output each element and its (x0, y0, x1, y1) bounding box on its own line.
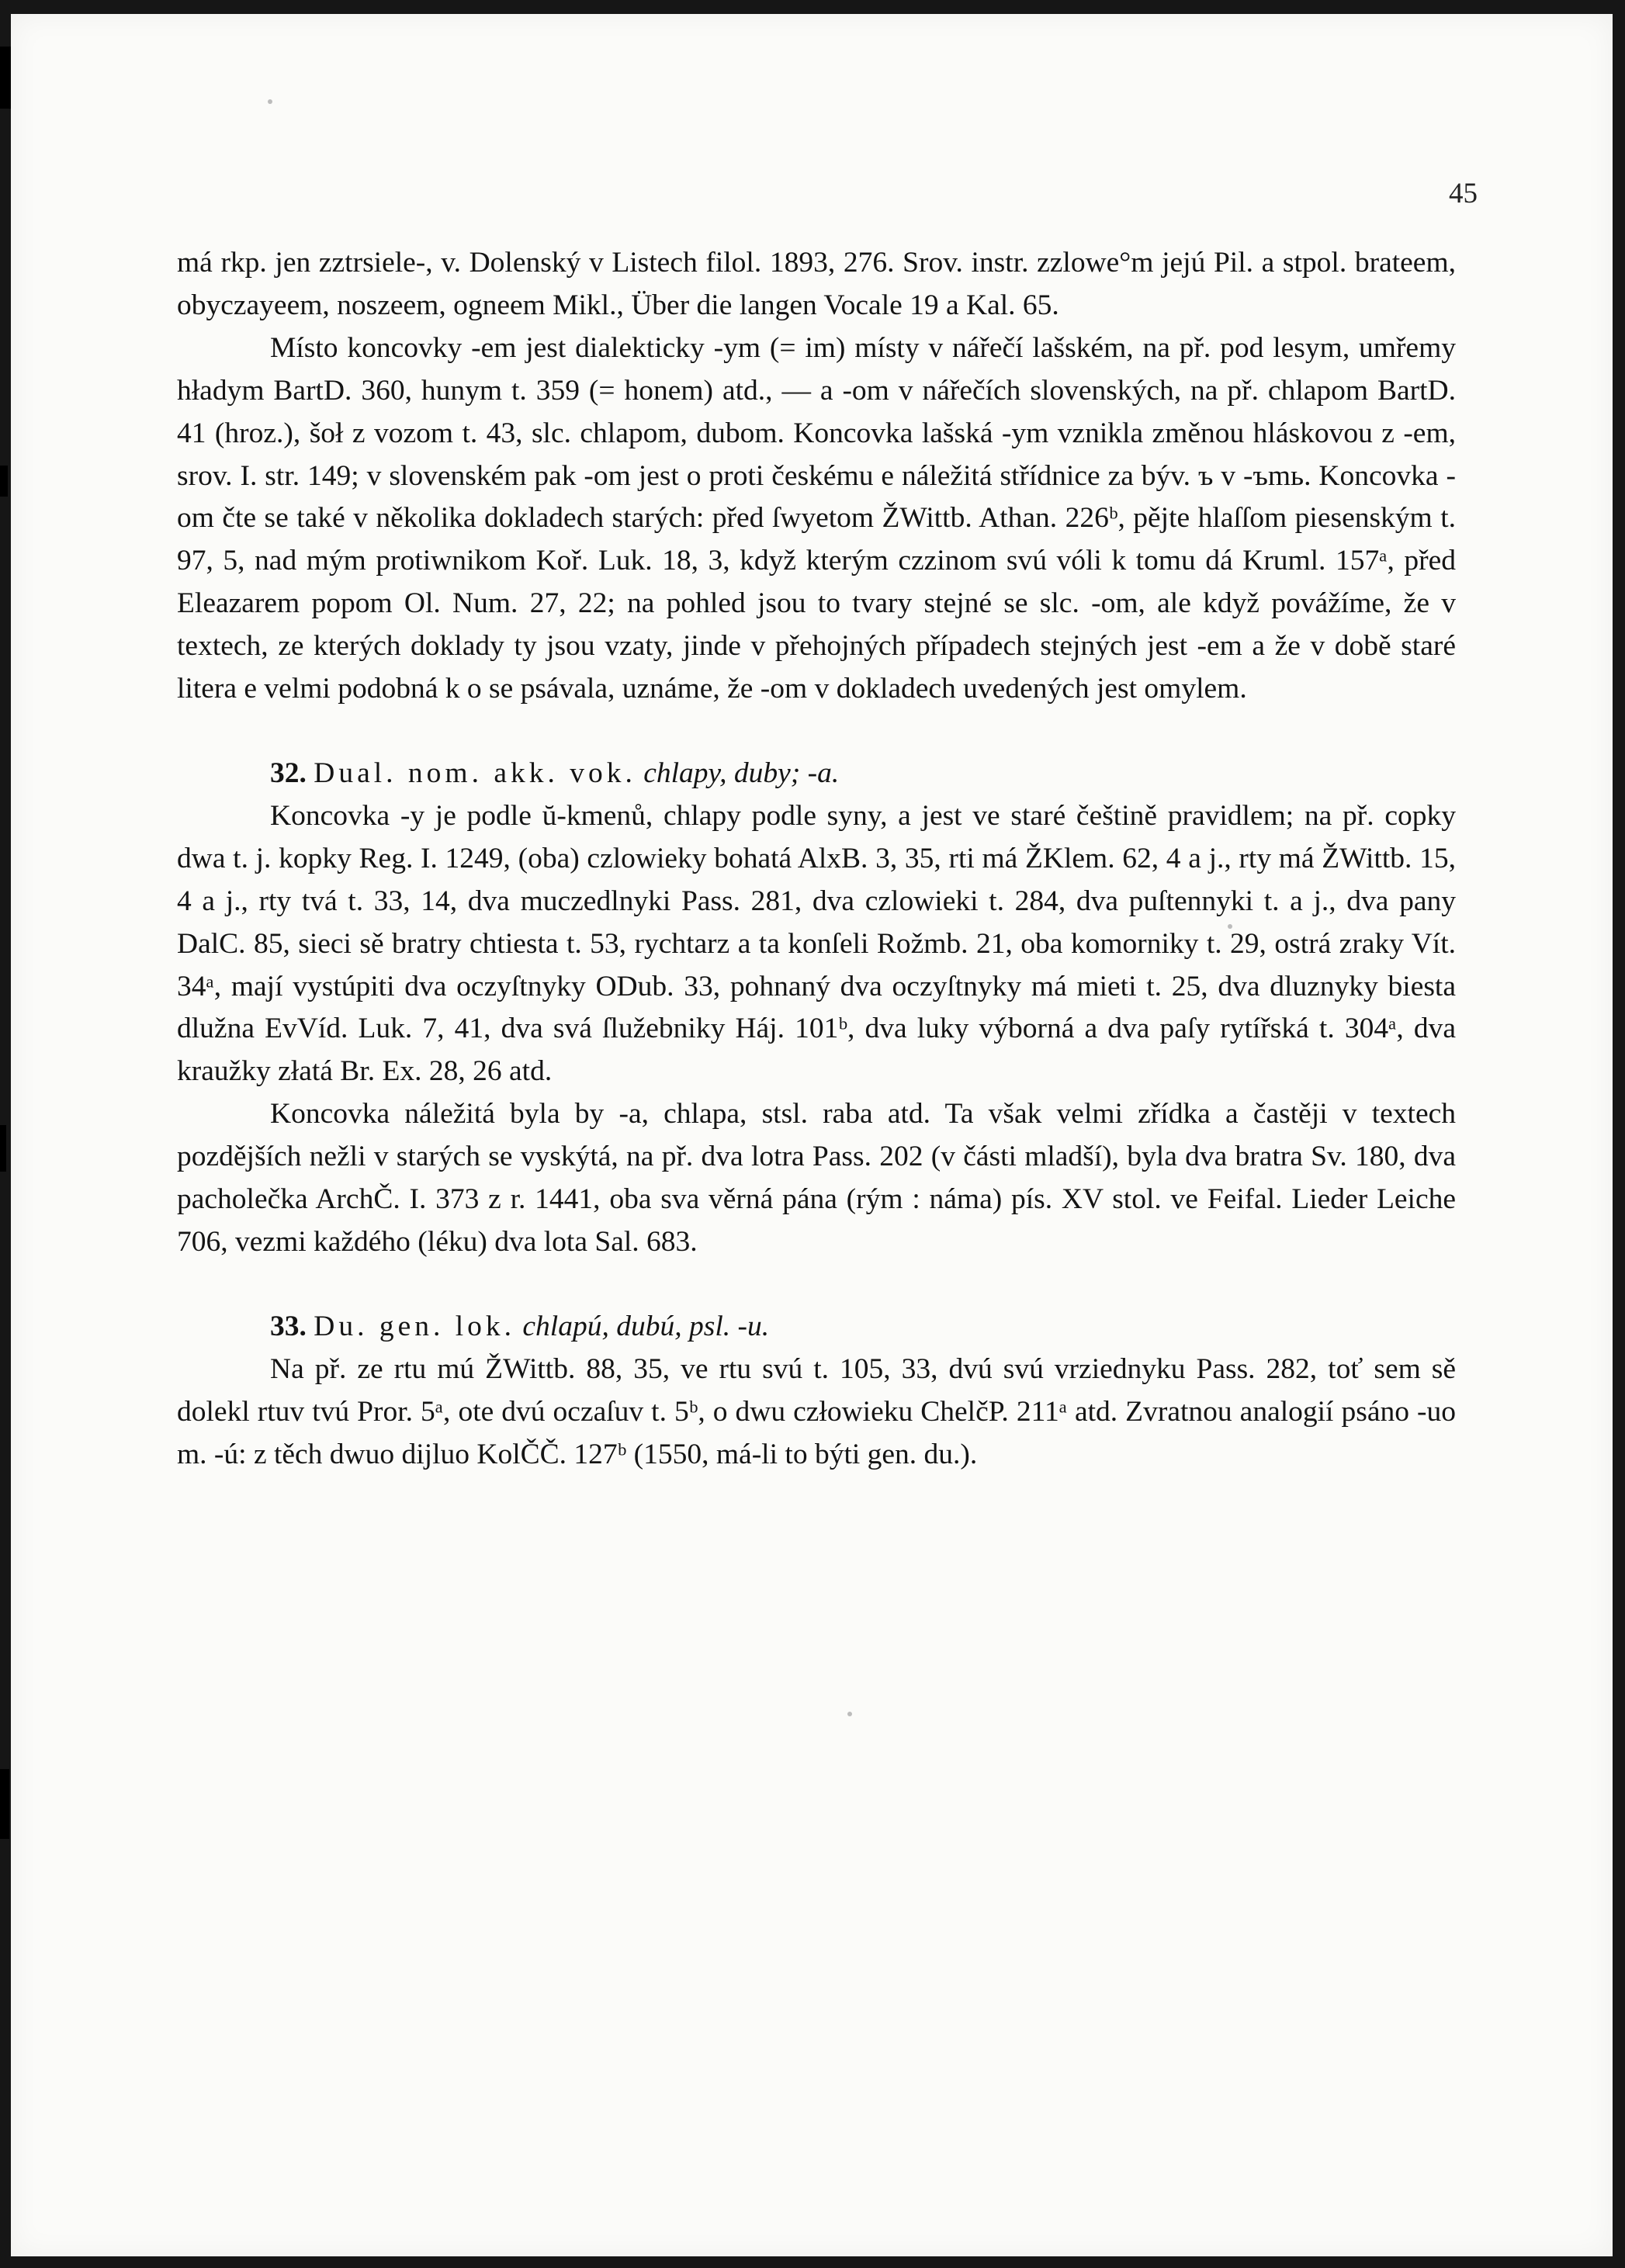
section-forms: chlapú, dubú, psl. -u. (522, 1310, 770, 1342)
binding-edge-mark (0, 1769, 9, 1839)
section-case-label: Dual. nom. akk. vok. (314, 757, 636, 789)
binding-edge-mark (0, 1125, 6, 1172)
section-heading-32 (177, 753, 1456, 795)
section-forms: chlapy, duby; -a. (643, 757, 840, 789)
paragraph-misto-koncovky: Místo koncovky -em jest dialekticky -ym (= im) místy v nářečí lašském, na př. pod lesym, umřemy hładym BartD. 360, hunym t. 359 (= honem) atd., — a -om v nářečích slovenských, na př. chlapom BartD. 41 (hroz.), šoł z vozom t. 43, slc. chlapom, dubom. Koncovka lašská -ym vznikla změnou hláskovou z -em, srov. I. str. 149; v slovenském pak -om jest o proti českému e náležitá střídnice za býv. ъ v -ъmь. Koncovka -om čte se také v několika dokladech starých: před ſwyetom ŽWittb. Athan. 226ᵇ, pějte hlaſſom piesenským t. 97, 5, nad mým protiwnikom Koř. Luk. 18, 3, když kterým czzinom svú vóli k tomu dá Kruml. 157ᵃ, před Eleazarem popom Ol. Num. 27, 22; na pohled jsou to tvary stejné se slc. -om, ale když povážíme, že v textech, ze kterých doklady ty jsou vzaty, jinde v přehojných případech stejných jest -em a že v době staré litera e velmi podobná k o se psávala, uznáme, že -om v dokladech uvedených jest omylem. (177, 331, 1456, 705)
section-number: 33. (270, 1310, 307, 1342)
binding-edge-mark (0, 47, 11, 109)
section-case-label: Du. gen. lok. (314, 1310, 516, 1342)
paper-speck (847, 1712, 852, 1716)
page-number: 45 (1449, 178, 1478, 209)
paper-speck (268, 99, 272, 104)
section-number: 32. (270, 757, 307, 789)
paragraph-koncovka-a: Koncovka náležitá byla by -a, chlapa, stsl. raba atd. Ta však velmi zřídka a častěji v textech pozdějších nežli v starých se vyskýtá, na př. dva lotra Pass. 202 (v části mladší), byla dva bratra Sv. 180, dva pacholečka ArchČ. I. 373 z r. 1441, oba sva věrná pána (rým : náma) pís. XV stol. ve Feifal. Lieder Leiche 706, vezmi každého (léku) dva lota Sal. 683. (177, 1098, 1456, 1258)
section-heading-33 (177, 1306, 1456, 1349)
paragraph-na-pr: Na př. ze rtu mú ŽWittb. 88, 35, ve rtu svú t. 105, 33, dvú svú vrziednyku Pass. 282, toť sem sě dolekl rtuv tvú Pror. 5ᵃ, ote dvú oczaſuv t. 5ᵇ, o dwu człowieku ChelčP. 211ᵃ atd. Zvratnou analogií psáno -uo m. -ú: z těch dwuo dijluo KolČČ. 127ᵇ (1550, má-li to býti gen. du.). (177, 1352, 1456, 1470)
paragraph-koncovka-y: Koncovka -y je podle ŭ-kmenů, chlapy podle syny, a jest ve staré češtině pravidlem; na př. copky dwa t. j. kopky Reg. I. 1249, (oba) czlowieky bohatá AlxB. 3, 35, rti má ŽKlem. 62, 4 a j., rty má ŽWittb. 15, 4 a j., rty tvá t. 33, 14, dva muczedlnyki Pass. 281, dva czlowieki t. 284, dva puſtennyki t. a j., dva pany DalC. 85, sieci sě bratry chtiesta t. 53, rychtarz a ta konſeli Rožmb. 21, oba komorniky t. 29, ostrá zraky Vít. 34ᵃ, mají vystúpiti dva oczyſtnyky ODub. 33, pohnaný dva oczyſtnyky má mieti t. 25, dva dluznyky biesta dlužna EvVíd. Luk. 7, 41, dva svá ſlužebniky Háj. 101ᵇ, dva luky výborná a dva paſy rytířská t. 304ᵃ, dva kraužky złatá Br. Ex. 28, 26 atd. (177, 799, 1456, 1088)
page-body (177, 242, 1456, 1476)
paragraph-continuation: má rkp. jen zztrsiele-, v. Dolenský v Listech filol. 1893, 276. Srov. instr. zzlowe°m jejú Pil. a stpol. brateem, obyczayeem, noszeem, ogneem Mikl., Über die langen Vocale 19 a Kal. 65. (177, 247, 1456, 321)
binding-edge-mark (0, 466, 8, 497)
